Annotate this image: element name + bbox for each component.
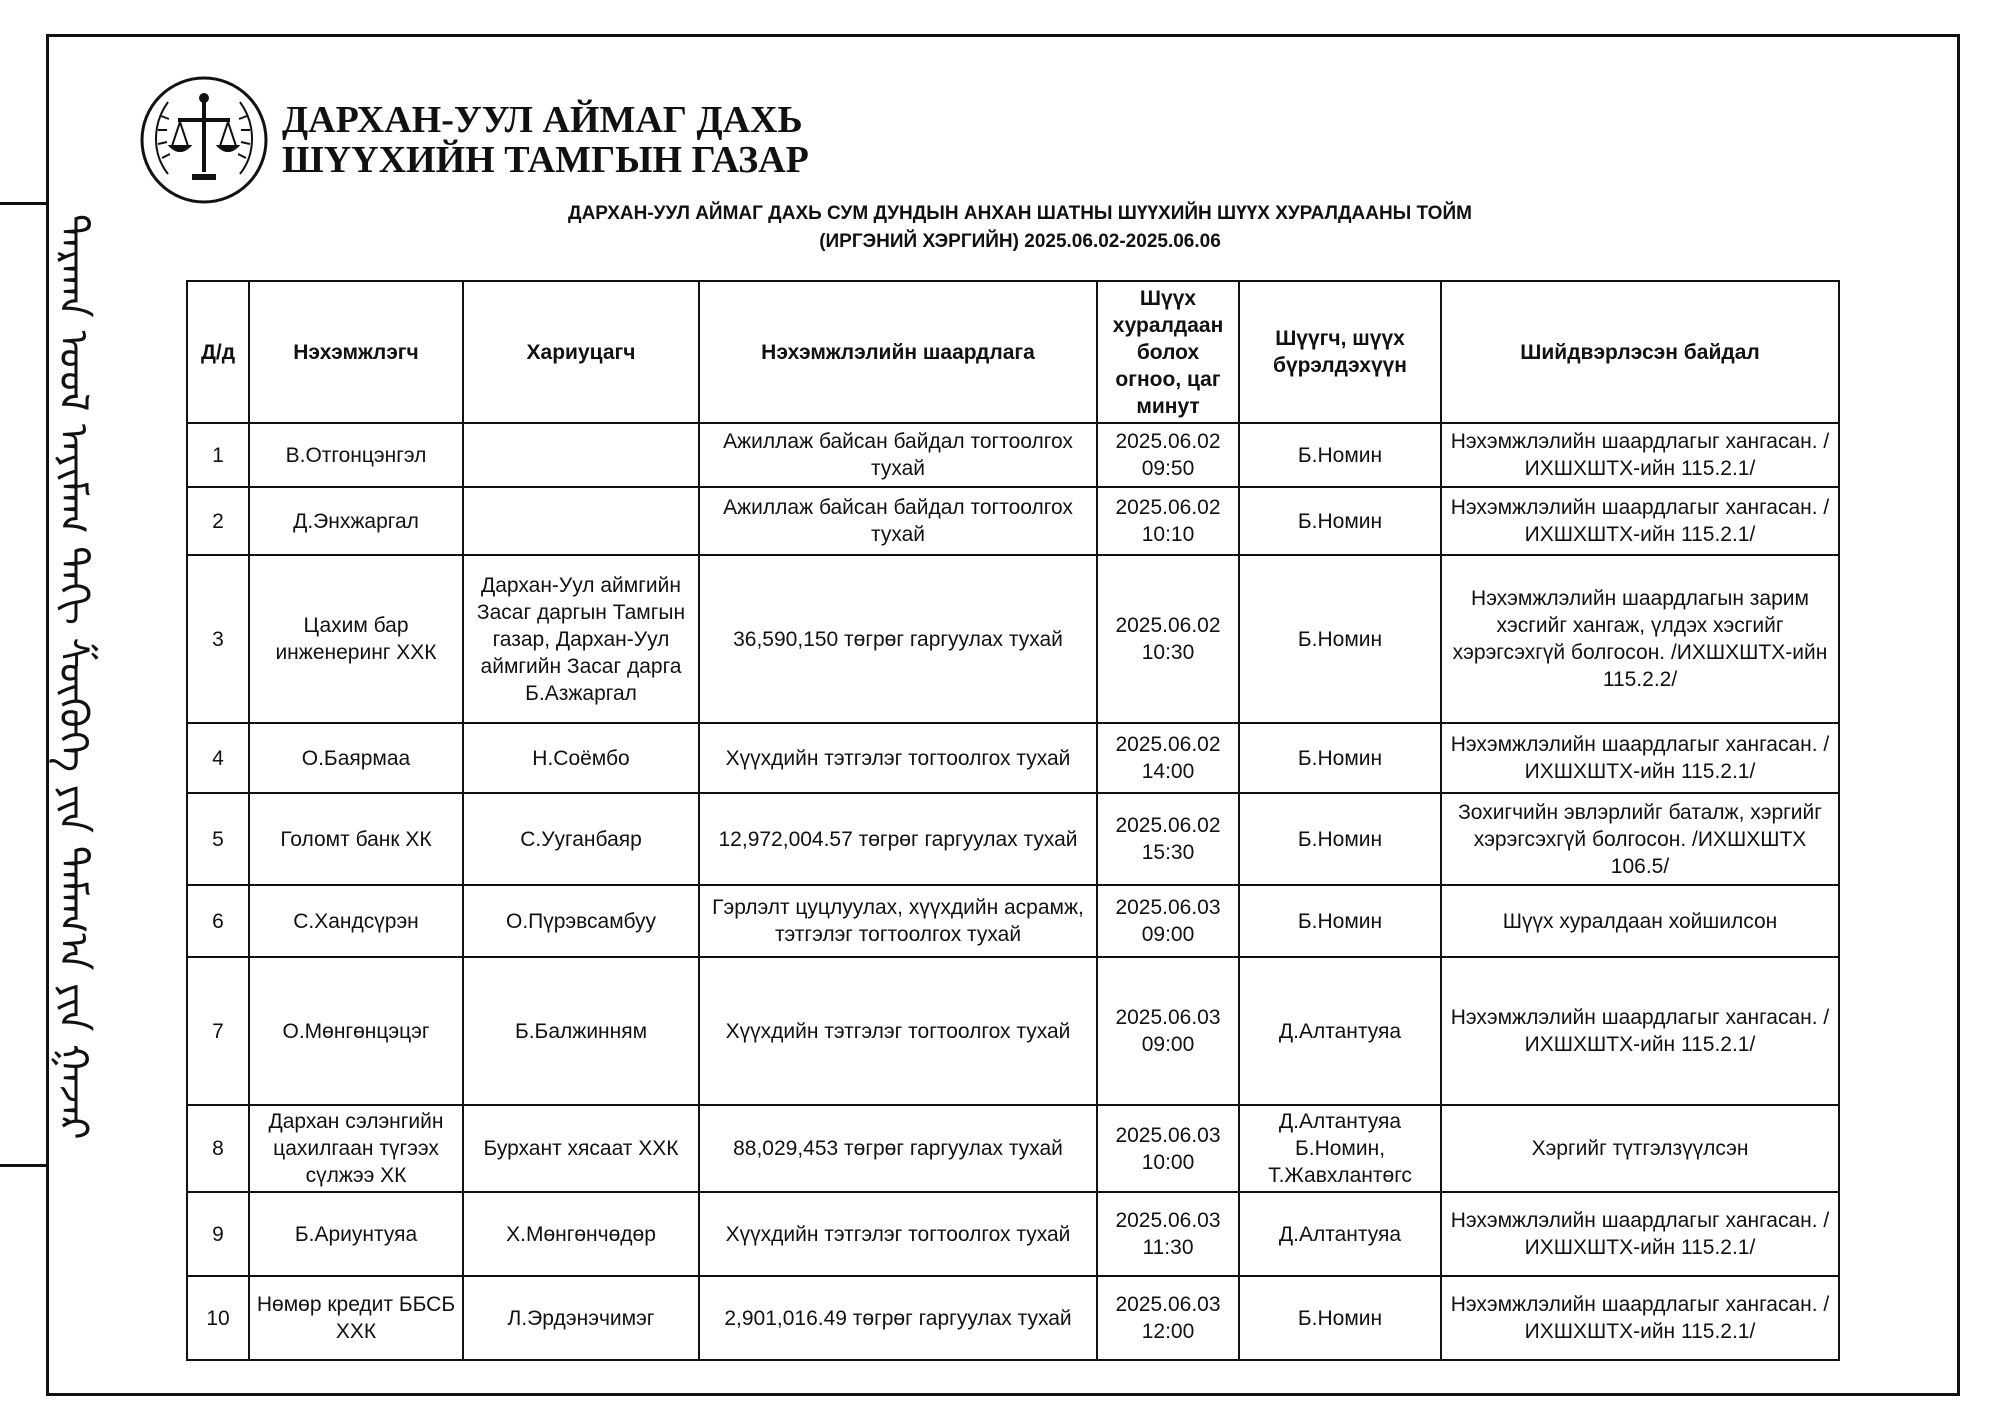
cell-date: 2025.06.02 xyxy=(1115,430,1221,453)
column-header-no: Д/д xyxy=(187,281,249,423)
table-row xyxy=(187,1276,1839,1360)
cell-time: 12:00 xyxy=(1141,1320,1195,1343)
cell-decision: Нэхэмжлэлийн шаардлагыг хангасан. /ИХШХШТХ-ийн 115.2.1/ xyxy=(1441,487,1839,555)
cell-defendant: Дархан-Уул аймгийн Засаг даргын Тамгын газар, Дархан-Уул аймгийн Засаг дарга Б.Азжаргал xyxy=(463,555,699,723)
table-row xyxy=(187,723,1839,793)
cell-no: 8 xyxy=(187,1105,249,1192)
cell-plaintiff: Нөмөр кредит ББСБ ХХК xyxy=(249,1276,463,1360)
cell-defendant: Н.Соёмбо xyxy=(463,723,699,793)
cell-time: 09:00 xyxy=(1141,1033,1195,1056)
cell-claim: Ажиллаж байсан байдал тогтоолгох тухай xyxy=(699,423,1097,487)
cell-defendant xyxy=(463,487,699,555)
cell-plaintiff: В.Отгонцэнгэл xyxy=(249,423,463,487)
doc-title-line2: (ИРГЭНИЙ ХЭРГИЙН) 2025.06.02-2025.06.06 xyxy=(819,231,1221,252)
cell-decision: Нэхэмжлэлийн шаардлагын зарим хэсгийг хангаж, үлдэх хэсгийг хэрэгсэхгүй болгосон. /ИХШХШТХ-ийн 115.2.2/ xyxy=(1441,555,1839,723)
column-header-defendant: Хариуцагч xyxy=(463,281,699,423)
table-row xyxy=(187,487,1839,555)
cell-date: 2025.06.02 xyxy=(1115,814,1221,837)
cell-date: 2025.06.03 xyxy=(1115,1006,1221,1029)
cell-no: 5 xyxy=(187,793,249,885)
cell-plaintiff: О.Мөнгөнцэцэг xyxy=(249,957,463,1105)
cell-time: 15:30 xyxy=(1141,841,1195,864)
cell-time: 10:30 xyxy=(1141,641,1195,664)
cell-claim: 36,590,150 төгрөг гаргуулах тухай xyxy=(699,555,1097,723)
cell-plaintiff: Цахим бар инженеринг ХХК xyxy=(249,555,463,723)
cell-date: 2025.06.02 xyxy=(1115,733,1221,756)
cell-judge: Б.Номин xyxy=(1239,1276,1441,1360)
cell-datetime xyxy=(1097,1105,1239,1192)
cell-plaintiff: О.Баярмаа xyxy=(249,723,463,793)
cell-judge: Б.Номин xyxy=(1239,885,1441,957)
cell-no: 9 xyxy=(187,1192,249,1276)
cell-claim: 2,901,016.49 төгрөг гаргуулах тухай xyxy=(699,1276,1097,1360)
cell-date: 2025.06.02 xyxy=(1115,496,1221,519)
cell-decision: Нэхэмжлэлийн шаардлагыг хангасан. /ИХШХШТХ-ийн 115.2.1/ xyxy=(1441,1192,1839,1276)
cell-defendant: Л.Эрдэнэчимэг xyxy=(463,1276,699,1360)
cell-no: 2 xyxy=(187,487,249,555)
table-row xyxy=(187,793,1839,885)
cell-datetime xyxy=(1097,957,1239,1105)
cell-claim: Ажиллаж байсан байдал тогтоолгох тухай xyxy=(699,487,1097,555)
cell-plaintiff: Д.Энхжаргал xyxy=(249,487,463,555)
org-name-line1: ДАРХАН-УУЛ АЙМАГ ДАХЬ xyxy=(282,99,803,141)
cell-claim: Гэрлэлт цуцлуулах, хүүхдийн асрамж, тэтгэлэг тогтоолгох тухай xyxy=(699,885,1097,957)
cell-judge: Д.Алтантуяа Б.Номин, Т.Жавхлантөгс xyxy=(1239,1105,1441,1192)
cell-defendant xyxy=(463,423,699,487)
cell-decision: Нэхэмжлэлийн шаардлагыг хангасан. /ИХШХШТХ-ийн 115.2.1/ xyxy=(1441,957,1839,1105)
table-row xyxy=(187,423,1839,487)
cell-decision: Нэхэмжлэлийн шаардлагыг хангасан. /ИХШХШТХ-ийн 115.2.1/ xyxy=(1441,723,1839,793)
cell-defendant: С.Ууганбаяр xyxy=(463,793,699,885)
cell-defendant: Х.Мөнгөнчөдөр xyxy=(463,1192,699,1276)
cell-date: 2025.06.03 xyxy=(1115,896,1221,919)
cell-defendant: О.Пүрэвсамбуу xyxy=(463,885,699,957)
cell-date: 2025.06.03 xyxy=(1115,1123,1221,1147)
cell-datetime xyxy=(1097,723,1239,793)
cell-claim: Хүүхдийн тэтгэлэг тогтоолгох тухай xyxy=(699,1192,1097,1276)
cell-judge: Д.Алтантуяа xyxy=(1239,1192,1441,1276)
cell-plaintiff: Дархан сэлэнгийн цахилгаан түгээх сүлжээ ХК xyxy=(249,1105,463,1192)
cell-decision: Нэхэмжлэлийн шаардлагыг хангасан. /ИХШХШТХ-ийн 115.2.1/ xyxy=(1441,1276,1839,1360)
cell-defendant: Б.Балжинням xyxy=(463,957,699,1105)
document-title xyxy=(400,200,1640,256)
cell-datetime xyxy=(1097,487,1239,555)
cell-date: 2025.06.03 xyxy=(1115,1209,1221,1232)
cell-date: 2025.06.03 xyxy=(1115,1293,1221,1316)
cell-datetime xyxy=(1097,555,1239,723)
cell-decision: Зохигчийн эвлэрлийг баталж, хэргийг хэрэгсэхгүй болгосон. /ИХШХШТХ 106.5/ xyxy=(1441,793,1839,885)
cell-judge: Б.Номин xyxy=(1239,423,1441,487)
cell-no: 3 xyxy=(187,555,249,723)
organization-name xyxy=(282,100,809,180)
cell-plaintiff: С.Хандсүрэн xyxy=(249,885,463,957)
table-header-row xyxy=(187,281,1839,423)
court-emblem-icon xyxy=(138,74,270,206)
side-rule-bottom xyxy=(0,1164,48,1167)
cell-datetime xyxy=(1097,423,1239,487)
cell-no: 6 xyxy=(187,885,249,957)
cell-datetime xyxy=(1097,1192,1239,1276)
cell-plaintiff: Голомт банк ХК xyxy=(249,793,463,885)
side-rule-top xyxy=(0,202,48,205)
column-header-judge: Шүүгч, шүүх бүрэлдэхүүн xyxy=(1239,281,1441,423)
cell-time: 09:50 xyxy=(1141,457,1195,480)
table-row xyxy=(187,885,1839,957)
cell-datetime xyxy=(1097,885,1239,957)
cell-judge: Б.Номин xyxy=(1239,723,1441,793)
cell-decision: Нэхэмжлэлийн шаардлагыг хангасан. /ИХШХШТХ-ийн 115.2.1/ xyxy=(1441,423,1839,487)
cell-time: 09:00 xyxy=(1141,923,1195,946)
column-header-plaintiff: Нэхэмжлэгч xyxy=(249,281,463,423)
column-header-datetime: Шүүх хуралдаан болох огноо, цаг минут xyxy=(1097,281,1239,423)
org-name-line2: ШҮҮХИЙН ТАМГЫН ГАЗАР xyxy=(282,139,809,181)
cell-claim: Хүүхдийн тэтгэлэг тогтоолгох тухай xyxy=(699,957,1097,1105)
cell-time: 14:00 xyxy=(1141,760,1195,783)
cell-claim: 12,972,004.57 төгрөг гаргуулах тухай xyxy=(699,793,1097,885)
cell-date: 2025.06.02 xyxy=(1115,614,1221,637)
cell-judge: Б.Номин xyxy=(1239,555,1441,723)
table-row xyxy=(187,555,1839,723)
cell-no: 4 xyxy=(187,723,249,793)
cell-plaintiff: Б.Ариунтуяа xyxy=(249,1192,463,1276)
cell-datetime xyxy=(1097,1276,1239,1360)
cell-judge: Д.Алтантуяа xyxy=(1239,957,1441,1105)
cell-datetime xyxy=(1097,793,1239,885)
doc-title-line1: ДАРХАН-УУЛ АЙМАГ ДАХЬ СУМ ДУНДЫН АНХАН ШАТНЫ ШҮҮХИЙН ШҮҮХ ХУРАЛДААНЫ ТОЙМ xyxy=(568,203,1472,224)
cell-decision: Хэргийг түтгэлзүүлсэн xyxy=(1441,1105,1839,1192)
column-header-claim: Нэхэмжлэлийн шаардлага xyxy=(699,281,1097,423)
cell-claim: Хүүхдийн тэтгэлэг тогтоолгох тухай xyxy=(699,723,1097,793)
vertical-script-text: ᠳᠠᠷᠬᠠᠨ ᠤᠤᠯ ᠠᠶᠢᠮᠠᠭ ᠲᠠᠬᠢ ᠱᠦᠭᠦᠬᠡ ᠶᠢᠨ ᠲᠠᠮᠠᠭ᠎ᠠ ᠶᠢᠨ ᠭᠠᠵᠠᠷ xyxy=(50,214,96,1140)
cell-decision: Шүүх хуралдаан хойшилсон xyxy=(1441,885,1839,957)
cell-no: 7 xyxy=(187,957,249,1105)
cell-time: 10:10 xyxy=(1141,523,1195,546)
cell-judge: Б.Номин xyxy=(1239,793,1441,885)
table-row xyxy=(187,1105,1839,1192)
table-row xyxy=(187,1192,1839,1276)
cell-no: 10 xyxy=(187,1276,249,1360)
table-row xyxy=(187,957,1839,1105)
cell-time: 11:30 xyxy=(1142,1236,1194,1259)
cell-no: 1 xyxy=(187,423,249,487)
cell-time: 10:00 xyxy=(1141,1150,1195,1174)
hearings-table xyxy=(186,280,1840,1361)
cell-defendant: Бурхант хясаат ХХК xyxy=(463,1105,699,1192)
cell-claim: 88,029,453 төгрөг гаргуулах тухай xyxy=(699,1105,1097,1192)
column-header-decision: Шийдвэрлэсэн байдал xyxy=(1441,281,1839,423)
cell-judge: Б.Номин xyxy=(1239,487,1441,555)
